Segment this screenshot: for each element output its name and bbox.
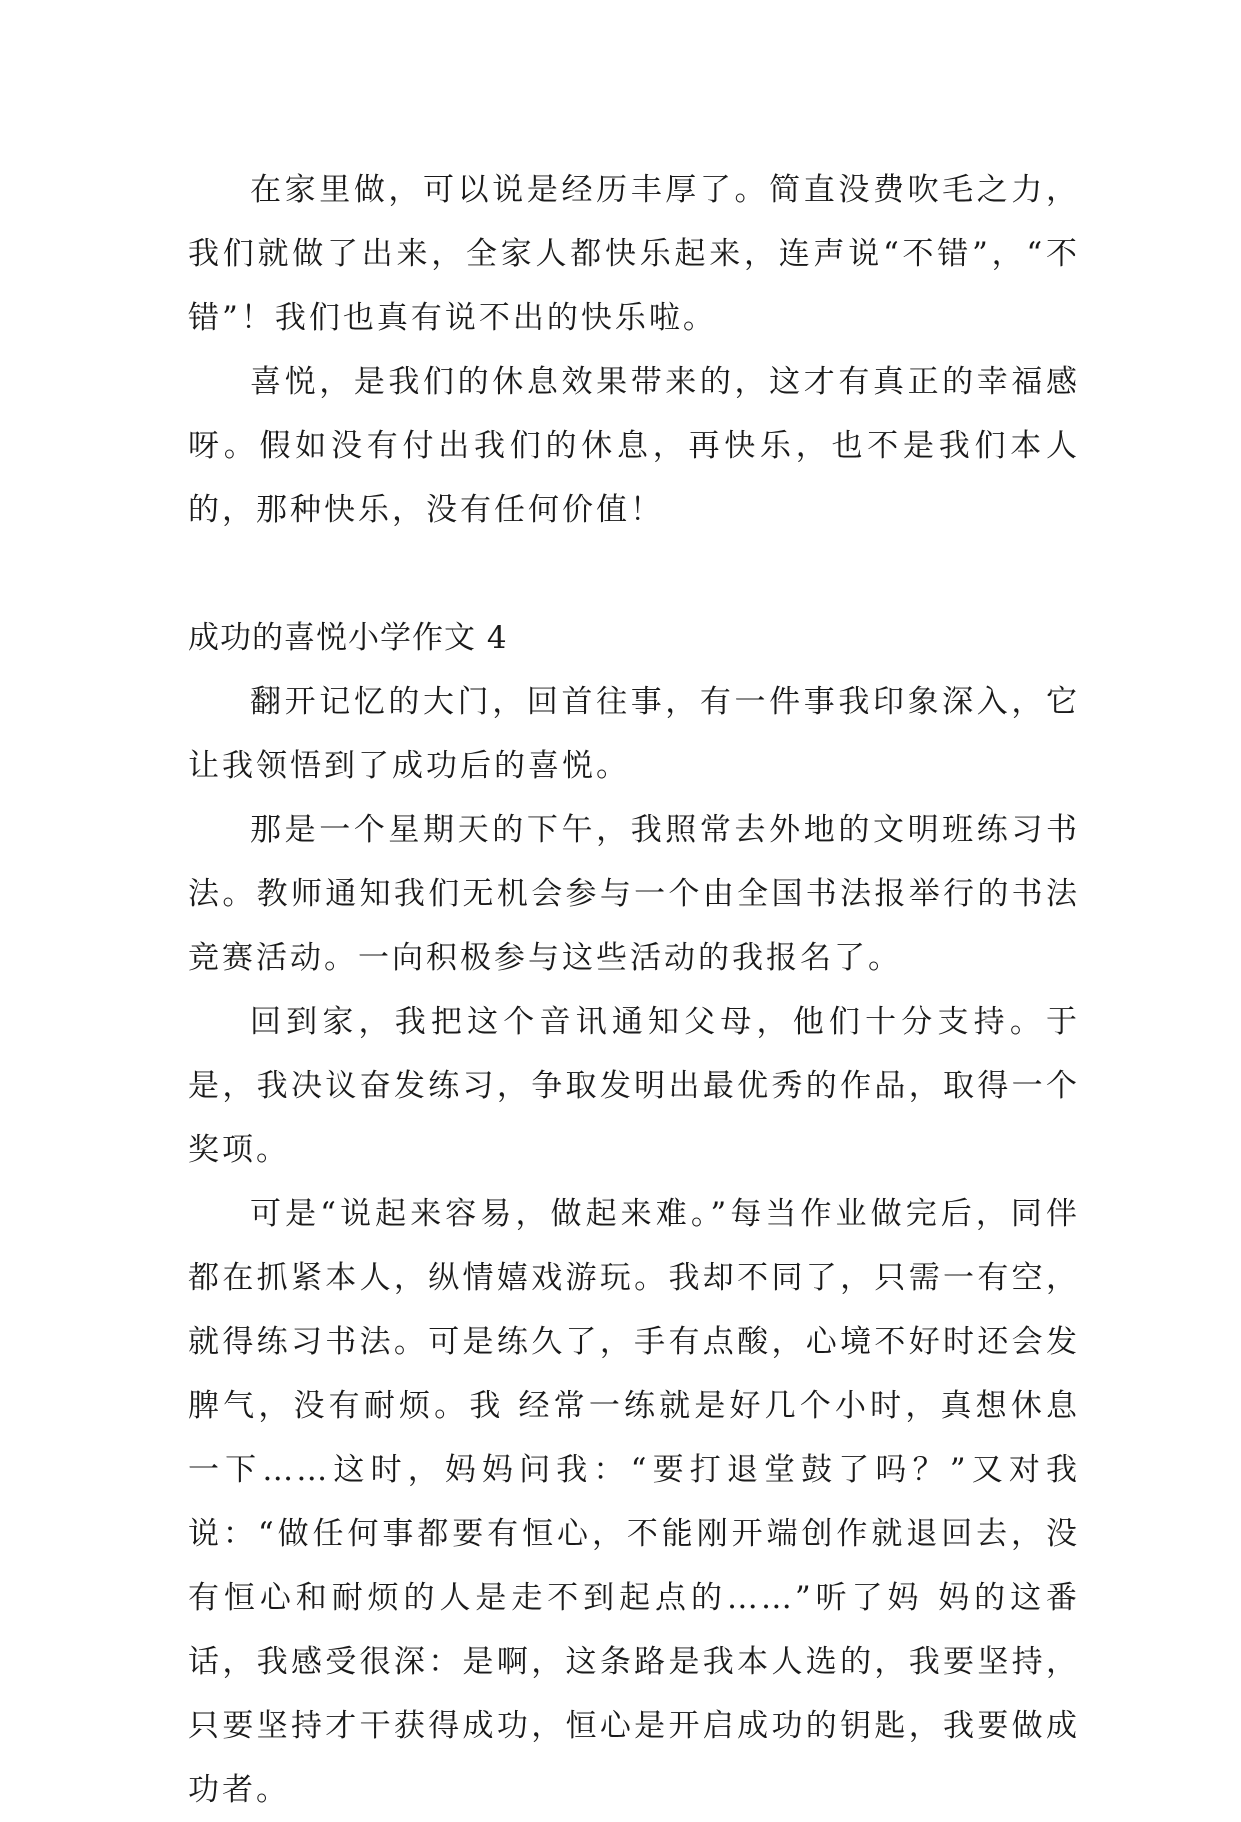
paragraph: 在家里做，可以说是经历丰厚了。简直没费吹毛之力，我们就做了出来，全家人都快乐起来，连声说“不错”，“不错”！我们也真有说不出的快乐啦。 (188, 172, 1080, 336)
document-body (188, 158, 1080, 1822)
paragraph: 那是一个星期天的下午，我照常去外地的文明班练习书法。教师通知我们无机会参与一个由全国书法报举行的书法竞赛活动。一向积极参与这些活动的我报名了。 (188, 812, 1080, 976)
paragraph: 回到家，我把这个音讯通知父母，他们十分支持。于是，我决议奋发练习，争取发明出最优秀的作品，取得一个奖项。 (188, 1004, 1080, 1168)
paragraph: 可是“说起来容易，做起来难。”每当作业做完后，同伴都在抓紧本人，纵情嬉戏游玩。我却不同了，只需一有空，就得练习书法。可是练久了，手有点酸，心境不好时还会发脾气，没有耐烦。我 经常一练就是好几个小时，真想休息一下……这时，妈妈问我：“要打退堂鼓了吗？”又对我说：“做任何事都要有恒心，不能刚开端创作就退回去，没有恒心和耐烦的人是走不到起点的……”听了妈 妈的这番话，我感受很深：是啊，这条路是我本人选的，我要坚持，只要坚持才干获得成功，恒心是开启成功的钥匙，我要做成功者。 (188, 1196, 1080, 1808)
section-title: 成功的喜悦小学作文 4 (188, 620, 508, 656)
paragraph: 喜悦，是我们的休息效果带来的，这才有真正的幸福感呀。假如没有付出我们的休息，再快乐，也不是我们本人的，那种快乐，没有任何价值！ (188, 364, 1080, 528)
paragraph: 翻开记忆的大门，回首往事，有一件事我印象深入，它让我领悟到了成功后的喜悦。 (188, 684, 1080, 784)
